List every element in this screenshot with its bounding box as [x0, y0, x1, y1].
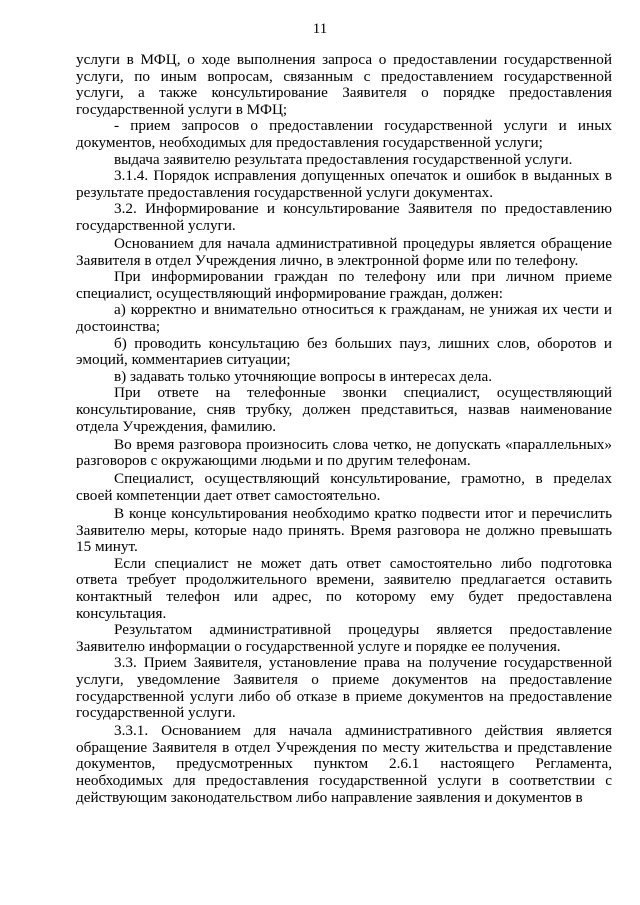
paragraph: Если специалист не может дать ответ самостоятельно либо подготовка ответа требует продолжительного времени, заявителю предлагается оставить контактный телефон или адрес, по которому ему будет предоставлена консультация. [76, 554, 612, 622]
document-body [76, 52, 612, 806]
paragraph: Специалист, осуществляющий консультирование, грамотно, в пределах своей компетенции дает ответ самостоятельно. [76, 470, 612, 504]
list-item: а) корректно и внимательно относиться к гражданам, не унижая их чести и достоинства; [76, 301, 612, 335]
page-number: 11 [312, 21, 328, 37]
paragraph: Результатом административной процедуры является предоставление Заявителю информации о государственной услуге и порядке ее получения. [76, 621, 612, 655]
paragraph: Во время разговора произносить слова четко, не допускать «параллельных» разговоров с окружающими людьми и по другим телефонам. [76, 435, 612, 470]
list-item: б) проводить консультацию без больших пауз, лишних слов, оборотов и эмоций, комментариев ситуации; [76, 334, 612, 369]
paragraph: - прием запросов о предоставлении государственной услуги и иных документов, необходимых для предоставления государственной услуги; [76, 117, 612, 151]
paragraph: 3.1.4. Порядок исправления допущенных опечаток и ошибок в выданных в результате предоставления государственной услуги документах. [76, 167, 612, 201]
paragraph: 3.3.1. Основанием для начала административного действия является обращение Заявителя в отдел Учреждения по месту жительства и представление документов, предусмотренных пунктом 2.6.1 настоящего Регламента, необходимых для предоставления государственной услуги в соответствии с действующим законодательством либо направление заявления и документов в [76, 722, 612, 806]
paragraph: В конце консультирования необходимо кратко подвести итог и перечислить Заявителю меры, которые надо принять. Время разговора не должно превышать 15 минут. [76, 505, 612, 556]
paragraph: услуги в МФЦ, о ходе выполнения запроса о предоставлении государственной услуги, по иным вопросам, связанным с предоставлением государственной услуги, а также консультирование Заявителя о порядке предоставления государственной услуги в МФЦ; [76, 51, 612, 118]
paragraph: Основанием для начала административной процедуры является обращение Заявителя в отдел Учреждения лично, в электронной форме или по телефону. [76, 235, 612, 269]
list-item: в) задавать только уточняющие вопросы в интересах дела. [114, 367, 492, 385]
section-heading: 3.3. Прием Заявителя, установление права на получение государственной услуги, уведомление Заявителя о приеме документов на предоставление государственной услуги либо об отказе в приеме документов на предоставление государственной услуги. [76, 654, 612, 722]
paragraph: выдача заявителю результата предоставления государственной услуги. [114, 150, 573, 168]
paragraph: При ответе на телефонные звонки специалист, осуществляющий консультирование, сняв трубку, должен представиться, назвав наименование отдела Учреждения, фамилию. [76, 384, 612, 435]
paragraph: При информировании граждан по телефону или при личном приеме специалист, осуществляющий информирование граждан, должен: [76, 268, 612, 302]
section-heading: 3.2. Информирование и консультирование Заявителя по предоставлению государственной услуги. [76, 200, 612, 234]
